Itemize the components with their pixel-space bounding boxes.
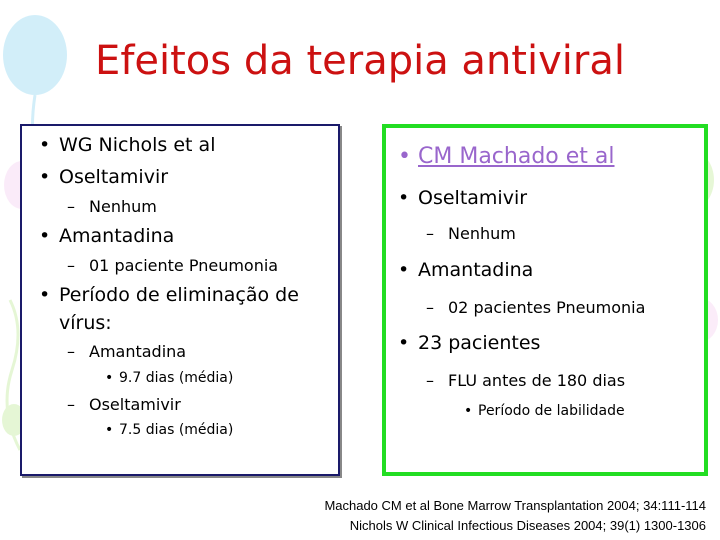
left-drug-oseltamivir: • Oseltamivir [59, 166, 168, 188]
right-flu: – FLU antes de 180 dias [448, 371, 625, 390]
left-elim-amantadina-value: • 9.7 dias (média) [119, 370, 233, 386]
left-elimination-heading: • Período de eliminação de [59, 284, 299, 306]
left-elim-amantadina: – Amantadina [89, 342, 186, 361]
left-drug-amantadina: • Amantadina [59, 225, 174, 247]
right-patients: • 23 pacientes [418, 332, 540, 354]
slide-title: Efeitos da terapia antiviral [95, 38, 625, 84]
right-drug-amantadina: • Amantadina [418, 259, 533, 281]
right-drug-oseltamivir: • Oseltamivir [418, 187, 527, 209]
right-amantadina-result: – 02 pacientes Pneumonia [448, 298, 645, 317]
left-elim-oseltamivir: – Oseltamivir [89, 395, 181, 414]
right-study-link[interactable]: • CM Machado et al [418, 144, 615, 169]
right-period: • Período de labilidade [478, 403, 625, 419]
left-amantadina-result: – 01 paciente Pneumonia [89, 256, 278, 275]
reference-machado: Machado CM et al Bone Marrow Transplantation 2004; 34:111-114 [324, 498, 706, 513]
right-oseltamivir-result: – Nenhum [448, 224, 516, 243]
left-study: • WG Nichols et al [59, 134, 215, 156]
left-elim-oseltamivir-value: • 7.5 dias (média) [119, 422, 233, 438]
reference-nichols: Nichols W Clinical Infectious Diseases 2004; 39(1) 1300-1306 [349, 518, 706, 533]
left-elimination-heading-cont: vírus: [59, 312, 112, 334]
right-panel [382, 124, 708, 476]
left-panel [20, 124, 340, 476]
left-oseltamivir-result: – Nenhum [89, 197, 157, 216]
